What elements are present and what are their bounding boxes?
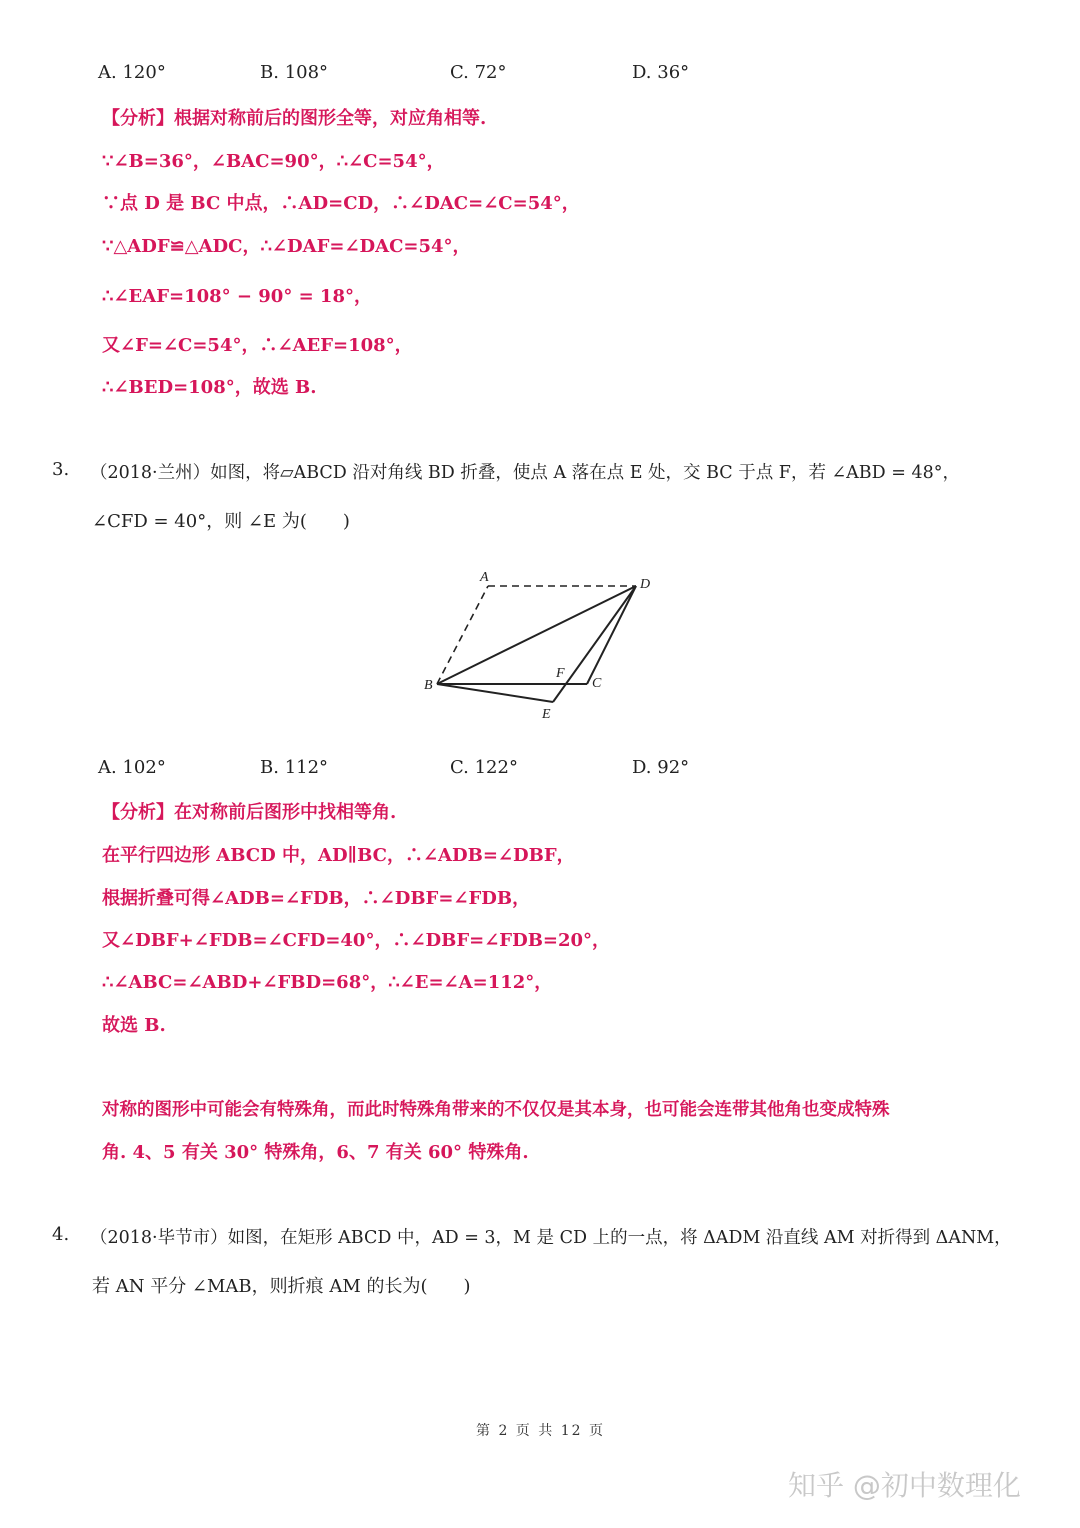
segment-ab-dashed [437,586,488,684]
q3-text-line1: （2018·兰州）如图，将▱ABCD 沿对角线 BD 折叠，使点 A 落在点 E 处，交 BC 于点 F，若 ∠ABD = 48°， [90,463,961,483]
label-f: F [556,666,565,681]
q3-analysis-line: 在平行四边形 ABCD 中，AD∥BC，∴∠ADB=∠DBF， [102,845,575,866]
q4-text-line1: （2018·毕节市）如图，在矩形 ABCD 中，AD = 3，M 是 CD 上的一点，将 ΔADM 沿直线 AM 对折得到 ΔANM， [90,1228,1012,1248]
segment-cd [587,586,636,684]
q3-analysis-line: 又∠DBF+∠FDB=∠CFD=40°，∴∠DBF=∠FDB=20°， [102,930,611,951]
q3-analysis-line: ∴∠ABC=∠ABD+∠FBD=68°，∴∠E=∠A=112°， [102,972,553,993]
label-b: B [424,678,433,693]
q3-option-b: B. 112° [260,757,329,778]
q2-analysis-line: ∴∠EAF=108° − 90° = 18°， [102,286,372,307]
label-c: C [592,676,602,691]
q3-analysis-line: 根据折叠可得∠ADB=∠FDB，∴∠DBF=∠FDB， [102,888,531,909]
q2-option-a: A. 120° [98,62,166,83]
page-footer: 第 2 页 共 12 页 [476,1423,605,1439]
q3-option-a: A. 102° [98,757,166,778]
q3-text-line2: ∠CFD = 40°，则 ∠E 为( ) [92,511,350,532]
q3-option-c: C. 122° [450,757,518,778]
q2-analysis-line: 【分析】根据对称前后的图形全等，对应角相等. [102,108,487,129]
q2-analysis-line: ∴∠BED=108°，故选 B. [102,377,317,398]
watermark: 知乎 @初中数理化 [788,1469,1021,1502]
q3-analysis-line: 故选 B. [102,1015,166,1036]
summary-line: 角. 4、5 有关 30° 特殊角，6、7 有关 60° 特殊角. [102,1142,529,1163]
q2-analysis-line: ∵△ADF≌△ADC，∴∠DAF=∠DAC=54°， [102,236,471,257]
q3-option-d: D. 92° [632,757,690,778]
q3-number: 3. [52,459,70,480]
q4-text-line2: 若 AN 平分 ∠MAB，则折痕 AM 的长为( ) [92,1276,471,1297]
q4-number: 4. [52,1224,70,1245]
label-d: D [640,577,651,592]
summary-line: 对称的图形中可能会有特殊角，而此时特殊角带来的不仅仅是其本身，也可能会连带其他角也变成特殊 [102,1100,890,1120]
q3-analysis-line: 【分析】在对称前后图形中找相等角. [102,802,397,823]
segment-be [437,684,553,702]
segment-bd [437,586,636,684]
q2-option-c: C. 72° [450,62,507,83]
q2-analysis-line: 又∠F=∠C=54°，∴∠AEF=108°， [102,335,413,356]
label-a: A [480,570,489,585]
q2-option-b: B. 108° [260,62,329,83]
q2-analysis-line: ∵∠B=36°，∠BAC=90°，∴∠C=54°， [102,151,445,172]
label-e: E [542,707,551,722]
q2-option-d: D. 36° [632,62,690,83]
q2-analysis-line: ∵点 D 是 BC 中点，∴AD=CD，∴∠DAC=∠C=54°， [102,193,580,214]
